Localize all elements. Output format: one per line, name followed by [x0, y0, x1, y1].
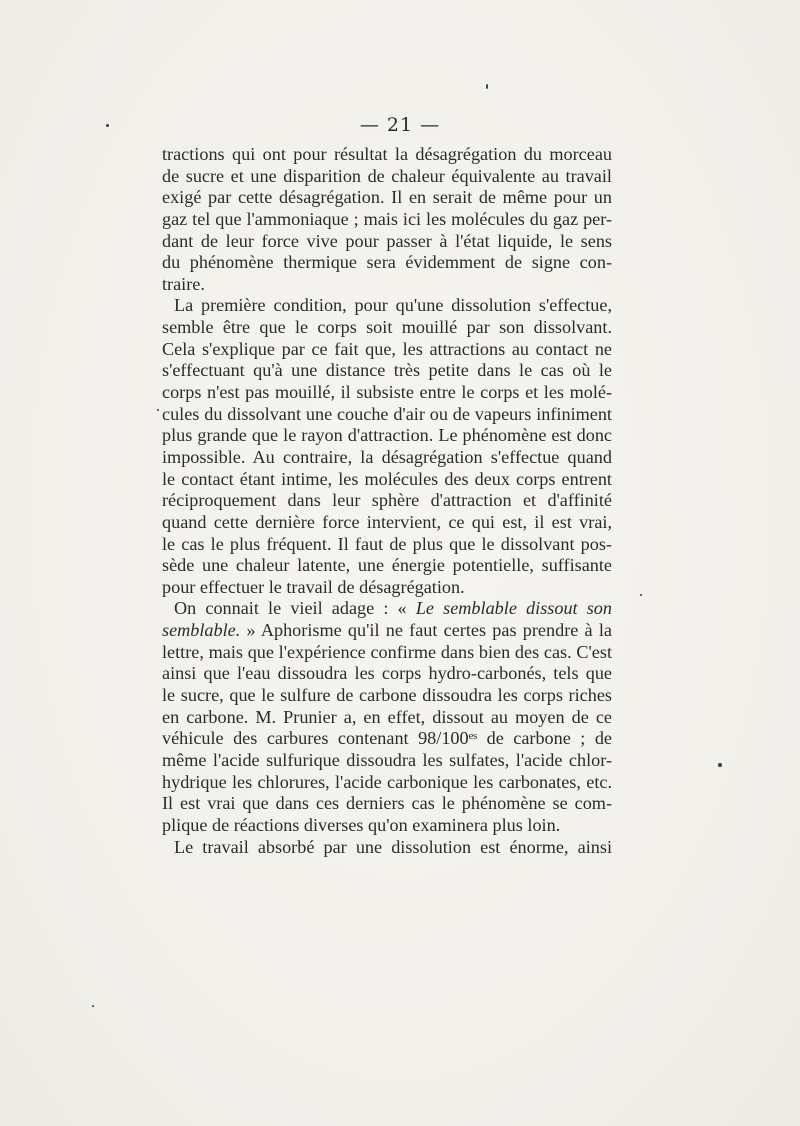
quoted-adage: Le semblable dissout son — [415, 598, 612, 619]
paragraph-1 — [162, 144, 612, 295]
text-line: le cas le plus fréquent. Il faut de plus que le dissolvant pos- — [162, 533, 612, 554]
text-line: dant de leur force vive pour passer à l'état liquide, le sens — [162, 230, 612, 251]
text-line: sède une chaleur latente, une énergie potentielle, suffisante — [162, 555, 612, 576]
text-line: lettre, mais que l'expérience confirme dans bien des cas. C'est — [162, 641, 612, 662]
text-line: même l'acide sulfurique dissoudra les sulfates, l'acide chlor- — [162, 749, 612, 770]
page-number: — 21 — — [359, 114, 441, 136]
scan-speck — [486, 84, 488, 89]
scan-speck — [718, 763, 722, 767]
text-line: le contact étant intime, les molécules des deux corps entrent — [162, 468, 612, 489]
text-line: Il est vrai que dans ces derniers cas le phénomène se com- — [162, 793, 612, 814]
text-line: Le travail absorbé par une dissolution est énorme, ainsi — [174, 836, 612, 857]
text-line — [162, 620, 612, 642]
scan-speck — [640, 594, 642, 596]
text-line: Cela s'explique par ce fait que, les attractions au contact ne — [162, 338, 612, 359]
text-line: exigé par cette désagrégation. Il en serait de même pour un — [162, 187, 612, 208]
text-line: du phénomène thermique sera évidemment de signe con- — [162, 252, 612, 273]
scan-speck — [92, 1005, 94, 1007]
text-line: ainsi que l'eau dissoudra les corps hydro-carbonés, tels que — [162, 663, 612, 684]
text-line: pour effectuer le travail de désagrégation. — [162, 576, 465, 597]
text-line: traire. — [162, 273, 205, 294]
paragraph-2 — [162, 295, 612, 598]
text-line: semble être que le corps soit mouillé par son dissolvant. — [162, 317, 612, 338]
text-line: quand cette dernière force intervient, ce qui est, il est vrai, — [162, 511, 612, 532]
text-line: hydrique les chlorures, l'acide carbonique les carbonates, etc. — [162, 771, 612, 792]
text-line: tractions qui ont pour résultat la désagrégation du morceau — [162, 144, 612, 164]
text-line: plus grande que le rayon d'attraction. Le phénomène est donc — [162, 425, 612, 446]
text-fragment: On connait le vieil adage : « — [174, 598, 416, 619]
paragraph-3 — [162, 598, 612, 836]
text-line: gaz tel que l'ammoniaque ; mais ici les molécules du gaz per- — [162, 208, 612, 229]
body-text — [162, 144, 612, 858]
text-line: corps n'est pas mouillé, il subsiste entre le corps et les molé- — [162, 382, 612, 403]
quoted-adage: semblable. — [162, 620, 241, 641]
text-line: véhicule des carbures contenant 98/100ᵉˢ de carbone ; de — [162, 728, 612, 749]
text-line — [162, 598, 612, 620]
text-line: s'effectuant qu'à une distance très petite dans le cas où le — [162, 360, 612, 381]
text-line: impossible. Au contraire, la désagrégation s'effectue quand — [162, 446, 612, 467]
text-line: La première condition, pour qu'une dissolution s'effectue, — [174, 295, 612, 316]
text-line: le sucre, que le sulfure de carbone dissoudra les corps riches — [162, 685, 612, 706]
text-line: en carbone. M. Prunier a, en effet, dissout au moyen de ce — [162, 706, 612, 727]
text-line: plique de réactions diverses qu'on examinera plus loin. — [162, 814, 561, 835]
text-line: réciproquement dans leur sphère d'attraction et d'affinité — [162, 490, 612, 511]
text-line: de sucre et une disparition de chaleur équivalente au travail — [162, 165, 612, 186]
paragraph-4 — [162, 837, 612, 859]
text-line: cules du dissolvant une couche d'air ou de vapeurs infiniment — [162, 403, 612, 424]
text-fragment: » Aphorisme qu'il ne faut certes pas prendre à la — [240, 620, 612, 641]
scan-speck — [157, 409, 159, 411]
